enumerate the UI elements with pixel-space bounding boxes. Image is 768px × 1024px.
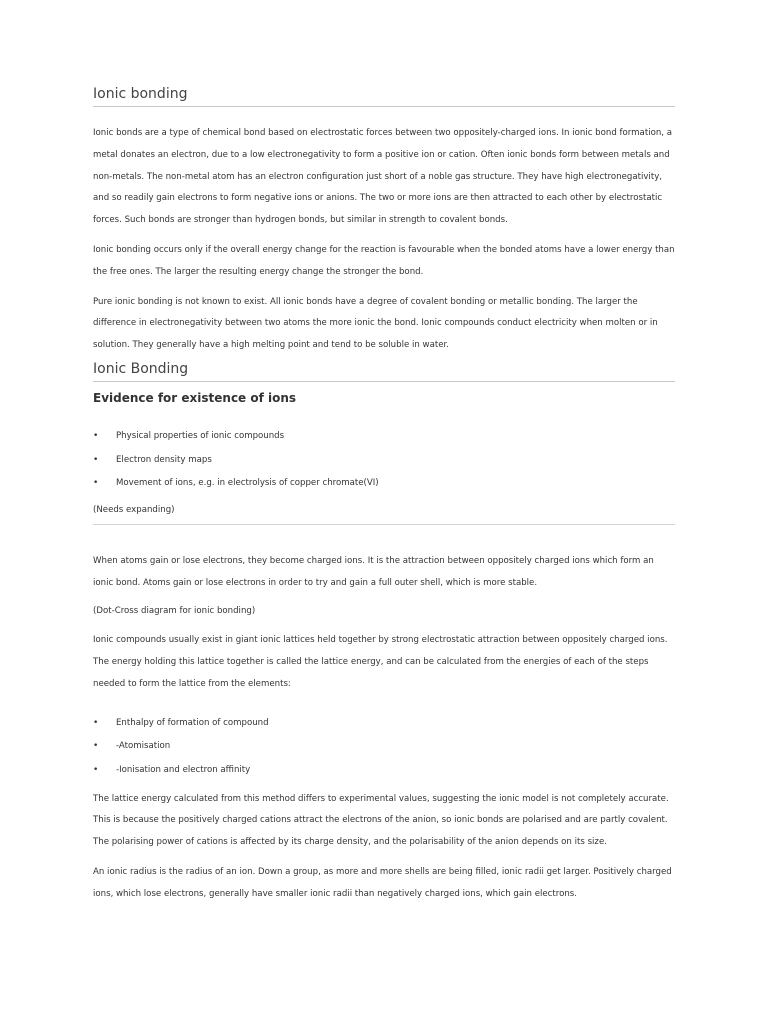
list-item [93, 759, 675, 783]
paragraph-ionic-radius: An ionic radius is the radius of an ion. Down a group, as more and more shells are being filled, ionic radii get larger. Positively charged ions, which lose electrons, generally have smaller ionic radii than negatively charged ions, which gain electrons. [93, 866, 672, 899]
paragraph-pure-ionic: Pure ionic bonding is not known to exist. All ionic bonds have a degree of covalent bonding or metallic bonding. The larger the difference in electronegativity between two atoms the more ionic the bond. Ionic compounds conduct electricity when molten or in solution. They generally have a high melting point and tend to be soluble in water. [93, 296, 658, 351]
lattice-steps-list [93, 712, 675, 783]
evidence-list [93, 425, 675, 496]
list-item [93, 449, 675, 473]
paragraph-experimental: The lattice energy calculated from this method differs to experimental values, suggesting the ionic model is not completely accurate. This is because the positively charged cations attract the electrons of the anion, so ionic bonds are polarised and are partly covalent. The polarising power of cations is affected by its charge density, and the polarisability of the anion depends on its size. [93, 793, 669, 848]
list-item [93, 425, 675, 449]
list-item-text: Physical properties of ionic compounds [116, 430, 285, 441]
list-item-text: Enthalpy of formation of compound [116, 717, 269, 728]
bullet-icon: • [93, 430, 99, 441]
paragraph-lattice: Ionic compounds usually exist in giant ionic lattices held together by strong electrostatic attraction between oppositely charged ions. The energy holding this lattice together is called the lattice energy, and can be calculated from the energies of each of the steps needed to form the lattice from the elements: [93, 635, 668, 689]
bullet-icon: • [93, 741, 99, 752]
list-item [93, 735, 675, 759]
bullet-icon: • [93, 478, 99, 489]
section-title-ionic-bonding: Ionic bonding [93, 86, 675, 107]
needs-expanding-note: (Needs expanding) [93, 504, 175, 515]
paragraph-energy: Ionic bonding occurs only if the overall energy change for the reaction is favourable when the bonded atoms have a lower energy than the free ones. The larger the resulting energy change the stronger the bond. [93, 244, 675, 277]
list-item-text: -Ionisation and electron affinity [116, 764, 251, 775]
diagram-placeholder-note: (Dot-Cross diagram for ionic bonding) [93, 606, 256, 617]
list-item-text: Electron density maps [116, 454, 212, 465]
list-item [93, 472, 675, 496]
subheading-evidence: Evidence for existence of ions [93, 390, 297, 405]
bullet-icon: • [93, 454, 99, 465]
document-content [93, 86, 675, 906]
list-item-text: Movement of ions, e.g. in electrolysis of copper chromate(VI) [116, 478, 379, 489]
list-item-text: -Atomisation [116, 741, 171, 752]
paragraph-intro: Ionic bonds are a type of chemical bond based on electrostatic forces between two oppositely-charged ions. In ionic bond formation, a metal donates an electron, due to a low electronegativity to form a positive ion or cation. Often ionic bonds form between metals and non-metals. The non-metal atom has an electron configuration just short of a noble gas structure. They have high electronegativity, and so readily gain electrons to form negative ions or anions. The two or more ions are then attracted to each other by electrostatic forces. Such bonds are stronger than hydrogen bonds, but similar in strength to covalent bonds. [93, 128, 673, 226]
list-item [93, 712, 675, 736]
section-title-ionic-bonding-2: Ionic Bonding [93, 361, 675, 382]
bullet-icon: • [93, 764, 99, 775]
paragraph-ions: When atoms gain or lose electrons, they become charged ions. It is the attraction between oppositely charged ions which form an ionic bond. Atoms gain or lose electrons in order to try and gain a full outer shell, which is more stable. [93, 555, 654, 588]
bullet-icon: • [93, 717, 99, 728]
